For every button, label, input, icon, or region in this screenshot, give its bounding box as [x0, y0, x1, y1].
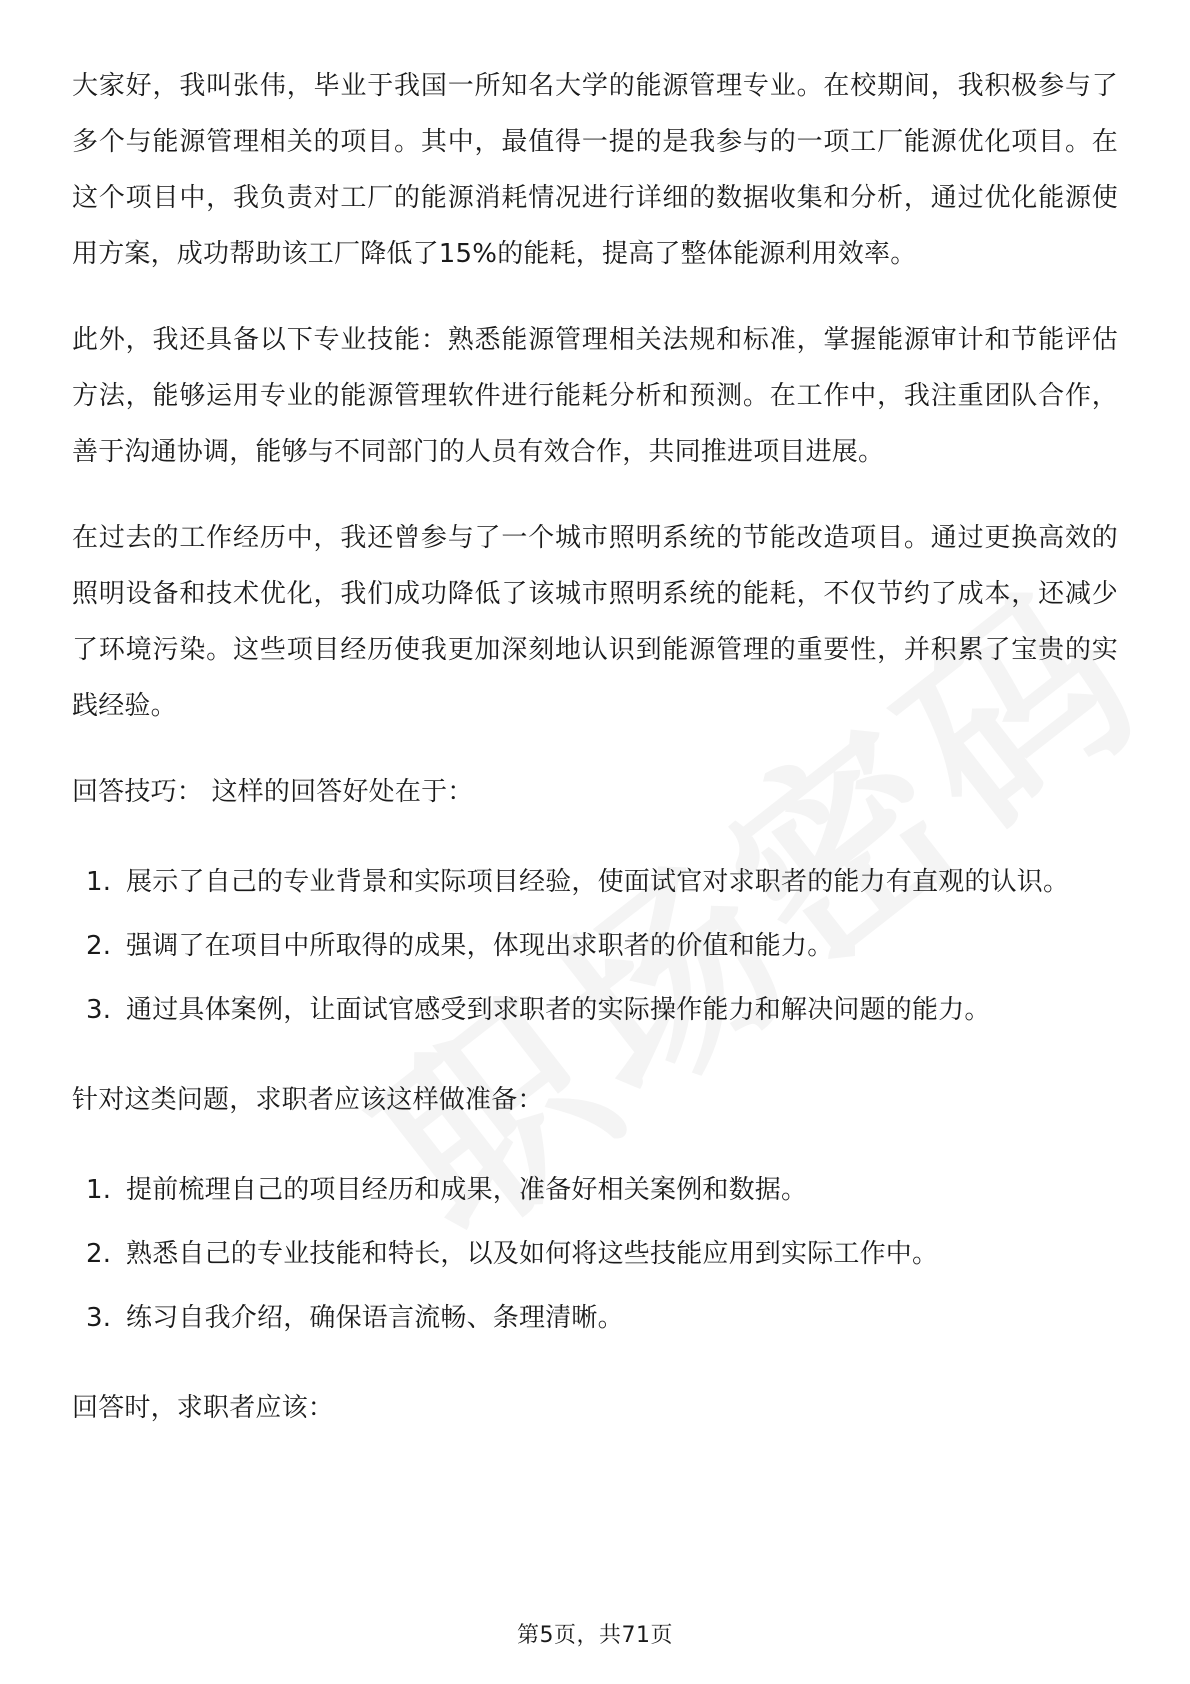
list-item-text: 练习自我介绍，确保语言流畅、条理清晰。 — [126, 1303, 624, 1333]
list-item-text: 展示了自己的专业背景和实际项目经验，使面试官对求职者的能力有直观的认识。 — [126, 867, 1070, 897]
list-item-text: 熟悉自己的专业技能和特长，以及如何将这些技能应用到实际工作中。 — [126, 1239, 939, 1269]
list-number: 2. — [86, 931, 112, 961]
list-item — [72, 982, 1118, 1038]
prep-list — [72, 1162, 1118, 1346]
list-number: 3. — [86, 995, 112, 1025]
skills-paragraph: 此外，我还具备以下专业技能：熟悉能源管理相关法规和标准，掌握能源审计和节能评估方法，能够运用专业的能源管理软件进行能耗分析和预测。在工作中，我注重团队合作，善于沟通协调，能够与不同部门的人员有效合作，共同推进项目进展。 — [72, 325, 1118, 467]
list-item-text: 通过具体案例，让面试官感受到求职者的实际操作能力和解决问题的能力。 — [126, 995, 991, 1025]
list-item — [72, 1226, 1118, 1282]
list-item — [72, 1162, 1118, 1218]
list-number: 1. — [86, 867, 112, 897]
list-number: 2. — [86, 1239, 112, 1269]
list-number: 1. — [86, 1175, 112, 1205]
list-item-text: 提前梳理自己的项目经历和成果，准备好相关案例和数据。 — [126, 1175, 808, 1205]
page-number: 第5页，共71页 — [517, 1623, 673, 1648]
list-item — [72, 918, 1118, 974]
tips-label: 回答技巧： 这样的回答好处在于： — [72, 777, 474, 807]
experience-paragraph: 在过去的工作经历中，我还曾参与了一个城市照明系统的节能改造项目。通过更换高效的照明设备和技术优化，我们成功降低了该城市照明系统的能耗，不仅节约了成本，还减少了环境污染。这些项目经历使我更加深刻地认识到能源管理的重要性，并积累了宝贵的实践经验。 — [72, 523, 1118, 721]
list-item-text: 强调了在项目中所取得的成果，体现出求职者的价值和能力。 — [126, 931, 834, 961]
intro-paragraph: 大家好，我叫张伟，毕业于我国一所知名大学的能源管理专业。在校期间，我积极参与了多个与能源管理相关的项目。其中，最值得一提的是我参与的一项工厂能源优化项目。在这个项目中，我负责对工厂的能源消耗情况进行详细的数据收集和分析，通过优化能源使用方案，成功帮助该工厂降低了15%的能耗，提高了整体能源利用效率。 — [72, 71, 1118, 269]
list-number: 3. — [86, 1303, 112, 1333]
answer-label: 回答时，求职者应该： — [72, 1393, 335, 1423]
list-item — [72, 854, 1118, 910]
page-content — [72, 58, 1118, 1470]
prep-label: 针对这类问题，求职者应该这样做准备： — [72, 1085, 544, 1115]
list-item — [72, 1290, 1118, 1346]
tips-list — [72, 854, 1118, 1038]
